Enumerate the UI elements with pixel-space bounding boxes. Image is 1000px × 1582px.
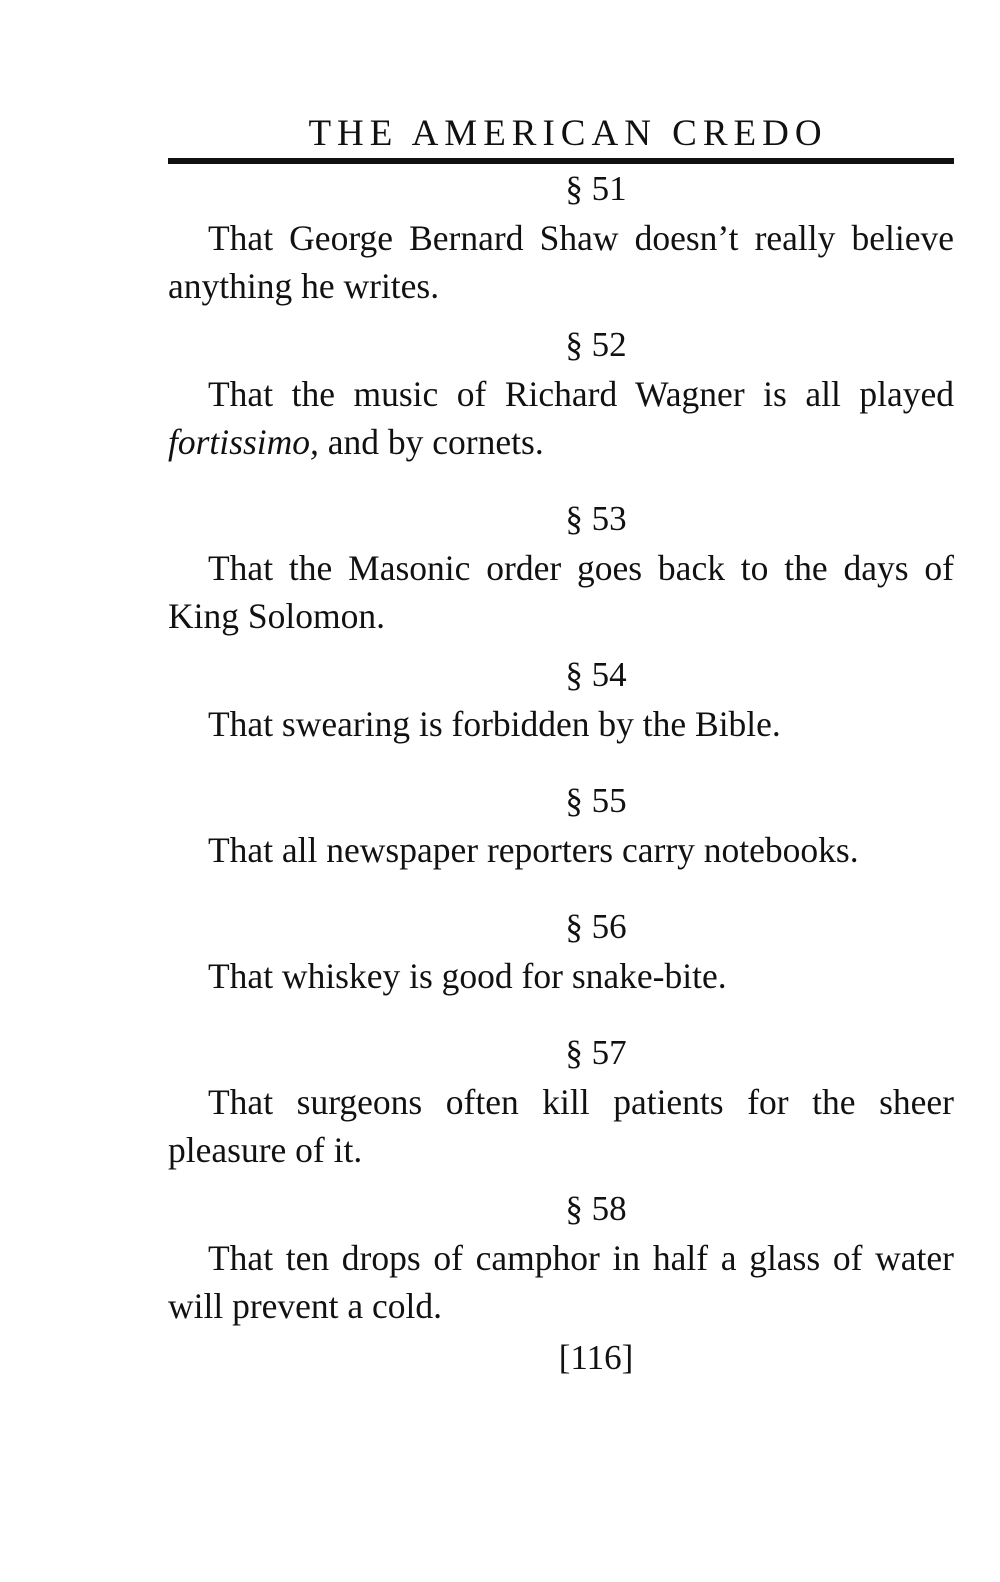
section-text-italic: fortissimo, — [168, 422, 319, 462]
section-text: That the Masonic order goes back to the days of King Solomon. — [168, 548, 954, 636]
section-number: § 52 — [565, 325, 627, 364]
section-text-part: and by cornets. — [318, 422, 544, 462]
section-58 — [168, 1184, 954, 1330]
section-number: § 57 — [565, 1033, 627, 1072]
section-55 — [168, 776, 954, 874]
section-56 — [168, 902, 954, 1000]
page-number: [116] — [558, 1338, 634, 1377]
section-text: That surgeons often kill patients for the sheer pleasure of it. — [168, 1082, 954, 1170]
section-52 — [168, 320, 954, 466]
section-57 — [168, 1028, 954, 1174]
book-page — [168, 112, 954, 1382]
section-text: That swearing is forbidden by the Bible. — [208, 704, 781, 744]
section-number: § 55 — [565, 781, 627, 820]
section-text-part: That the music of Richard Wagner is all played — [208, 374, 954, 414]
section-text: That ten drops of camphor in half a glass of water will prevent a cold. — [168, 1238, 954, 1326]
section-number: § 56 — [565, 907, 627, 946]
section-number: § 53 — [565, 499, 627, 538]
section-text: That all newspaper reporters carry notebooks. — [208, 830, 859, 870]
section-number: § 51 — [565, 169, 627, 208]
section-text — [168, 370, 954, 466]
section-number: § 58 — [565, 1189, 627, 1228]
section-text: That George Bernard Shaw doesn’t really believe anything he writes. — [168, 218, 954, 306]
section-54 — [168, 650, 954, 748]
section-number: § 54 — [565, 655, 627, 694]
section-51 — [168, 164, 954, 310]
section-text: That whiskey is good for snake-bite. — [208, 956, 727, 996]
running-head: THE AMERICAN CREDO — [308, 113, 828, 154]
section-53 — [168, 494, 954, 640]
